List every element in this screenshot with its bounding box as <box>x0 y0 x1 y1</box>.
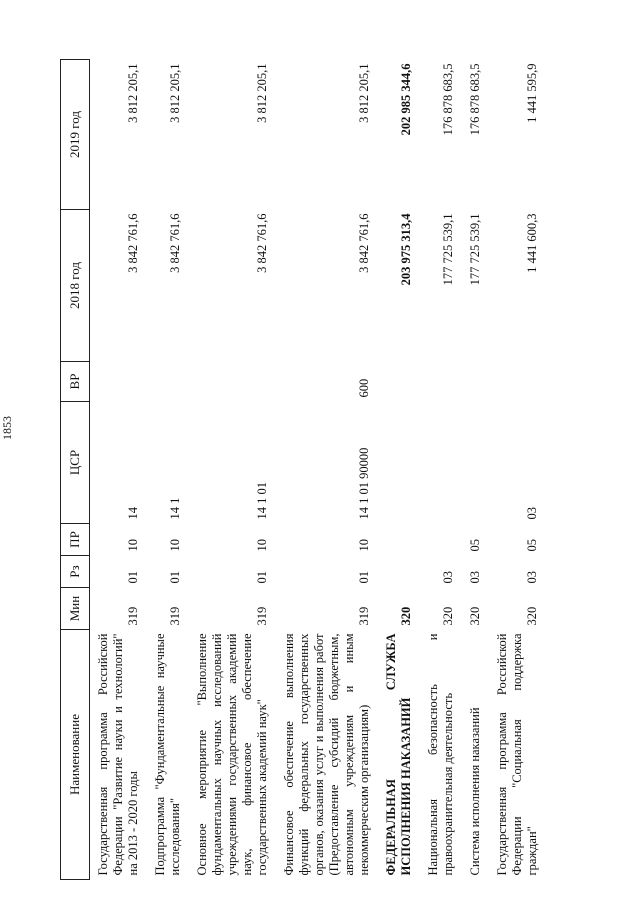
row-pr: 10 <box>168 539 182 552</box>
row-pr <box>420 524 462 556</box>
row-rz: 01 <box>168 571 182 584</box>
table-row <box>276 60 378 880</box>
row-rz <box>378 556 420 588</box>
row-amount-2018: 3 842 761,6 <box>357 213 371 273</box>
row-min: 319 <box>126 606 140 626</box>
row-name: Основное мероприятие "Выполнение фундаментальных научных исследований учреждениями государственных академий наук, финансовое обеспечение государственных академий наук" <box>195 633 269 876</box>
row-vr <box>489 362 546 402</box>
row-name: Национальная безопасность и правоохранительная деятельность <box>426 633 455 876</box>
row-vr: 600 <box>357 378 371 398</box>
row-vr <box>420 362 462 402</box>
row-amount-2019: 176 878 683,5 <box>441 63 455 136</box>
row-csr <box>378 402 420 524</box>
row-amount-2018: 203 975 313,4 <box>399 213 413 286</box>
row-vr <box>378 362 420 402</box>
row-min: 320 <box>525 606 539 626</box>
row-csr: 03 <box>525 507 539 520</box>
row-amount-2018: 3 842 761,6 <box>168 213 182 273</box>
budget-table <box>60 59 546 880</box>
table-row <box>462 60 489 880</box>
row-amount-2019: 176 878 683,5 <box>468 63 482 136</box>
budget-table-sheet <box>60 60 560 880</box>
row-name: Система исполнения наказаний <box>468 707 482 876</box>
column-header: 2018 год <box>61 210 90 362</box>
row-csr: 14 1 01 <box>255 482 269 520</box>
row-name: Государственная программа Российской Федерации "Развитие науки и технологий" на 2013 - 2020 годы <box>96 633 140 876</box>
row-vr <box>147 362 189 402</box>
row-rz: 01 <box>255 571 269 584</box>
row-min: 319 <box>168 606 182 626</box>
row-csr <box>462 402 489 524</box>
row-pr: 10 <box>126 539 140 552</box>
table-row <box>189 60 276 880</box>
row-amount-2019: 3 812 205,1 <box>168 63 182 123</box>
column-header: ПР <box>61 524 90 556</box>
table-row <box>90 60 148 880</box>
row-min: 319 <box>255 606 269 626</box>
row-min: 320 <box>399 606 413 626</box>
page-number: 1853 <box>0 416 14 440</box>
row-rz: 03 <box>468 571 482 584</box>
row-name: ФЕДЕРАЛЬНАЯ СЛУЖБА ИСПОЛНЕНИЯ НАКАЗАНИЙ <box>384 633 413 876</box>
table-row <box>378 60 420 880</box>
row-csr: 14 1 <box>168 497 182 520</box>
row-vr <box>462 362 489 402</box>
row-amount-2019: 3 812 205,1 <box>357 63 371 123</box>
row-rz: 01 <box>126 571 140 584</box>
row-vr <box>189 362 276 402</box>
column-header: Мин <box>61 588 90 630</box>
row-rz: 03 <box>441 571 455 584</box>
row-amount-2019: 3 812 205,1 <box>126 63 140 123</box>
row-name: Финансовое обеспечение выполнения функций федеральных государственных органов, оказания услуг и выполнения работ (Предоставление субсидий бюджетным, автономным учреждениям и иным некоммерческим организациям) <box>282 633 371 876</box>
row-csr: 14 <box>126 507 140 520</box>
column-header: 2019 год <box>61 60 90 210</box>
row-name: Государственная программа Российской Федерации "Социальная поддержка граждан" <box>495 633 539 876</box>
row-pr: 05 <box>525 539 539 552</box>
column-header: ЦСР <box>61 402 90 524</box>
row-amount-2018: 177 725 539,1 <box>441 213 455 286</box>
row-min: 319 <box>357 606 371 626</box>
column-header: Наименование <box>61 630 90 880</box>
row-csr <box>420 402 462 524</box>
row-pr <box>378 524 420 556</box>
row-name: Подпрограмма "Фундаментальные научные исследования" <box>153 633 182 876</box>
column-header: Рз <box>61 556 90 588</box>
row-rz: 01 <box>357 571 371 584</box>
row-amount-2019: 202 985 344,6 <box>399 63 413 136</box>
row-amount-2019: 3 812 205,1 <box>255 63 269 123</box>
row-vr <box>90 362 148 402</box>
row-csr: 14 1 01 90000 <box>357 447 371 520</box>
column-header: ВР <box>61 362 90 402</box>
row-pr: 10 <box>357 539 371 552</box>
row-rz: 03 <box>525 571 539 584</box>
row-amount-2018: 3 842 761,6 <box>255 213 269 273</box>
row-min: 320 <box>441 606 455 626</box>
row-min: 320 <box>468 606 482 626</box>
table-row <box>420 60 462 880</box>
table-row <box>489 60 546 880</box>
row-amount-2018: 1 441 600,3 <box>525 213 539 273</box>
table-header-row <box>61 60 90 880</box>
row-amount-2019: 1 441 595,9 <box>525 63 539 123</box>
table-row <box>147 60 189 880</box>
row-amount-2018: 3 842 761,6 <box>126 213 140 273</box>
row-pr: 05 <box>468 539 482 552</box>
row-amount-2018: 177 725 539,1 <box>468 213 482 286</box>
row-pr: 10 <box>255 539 269 552</box>
